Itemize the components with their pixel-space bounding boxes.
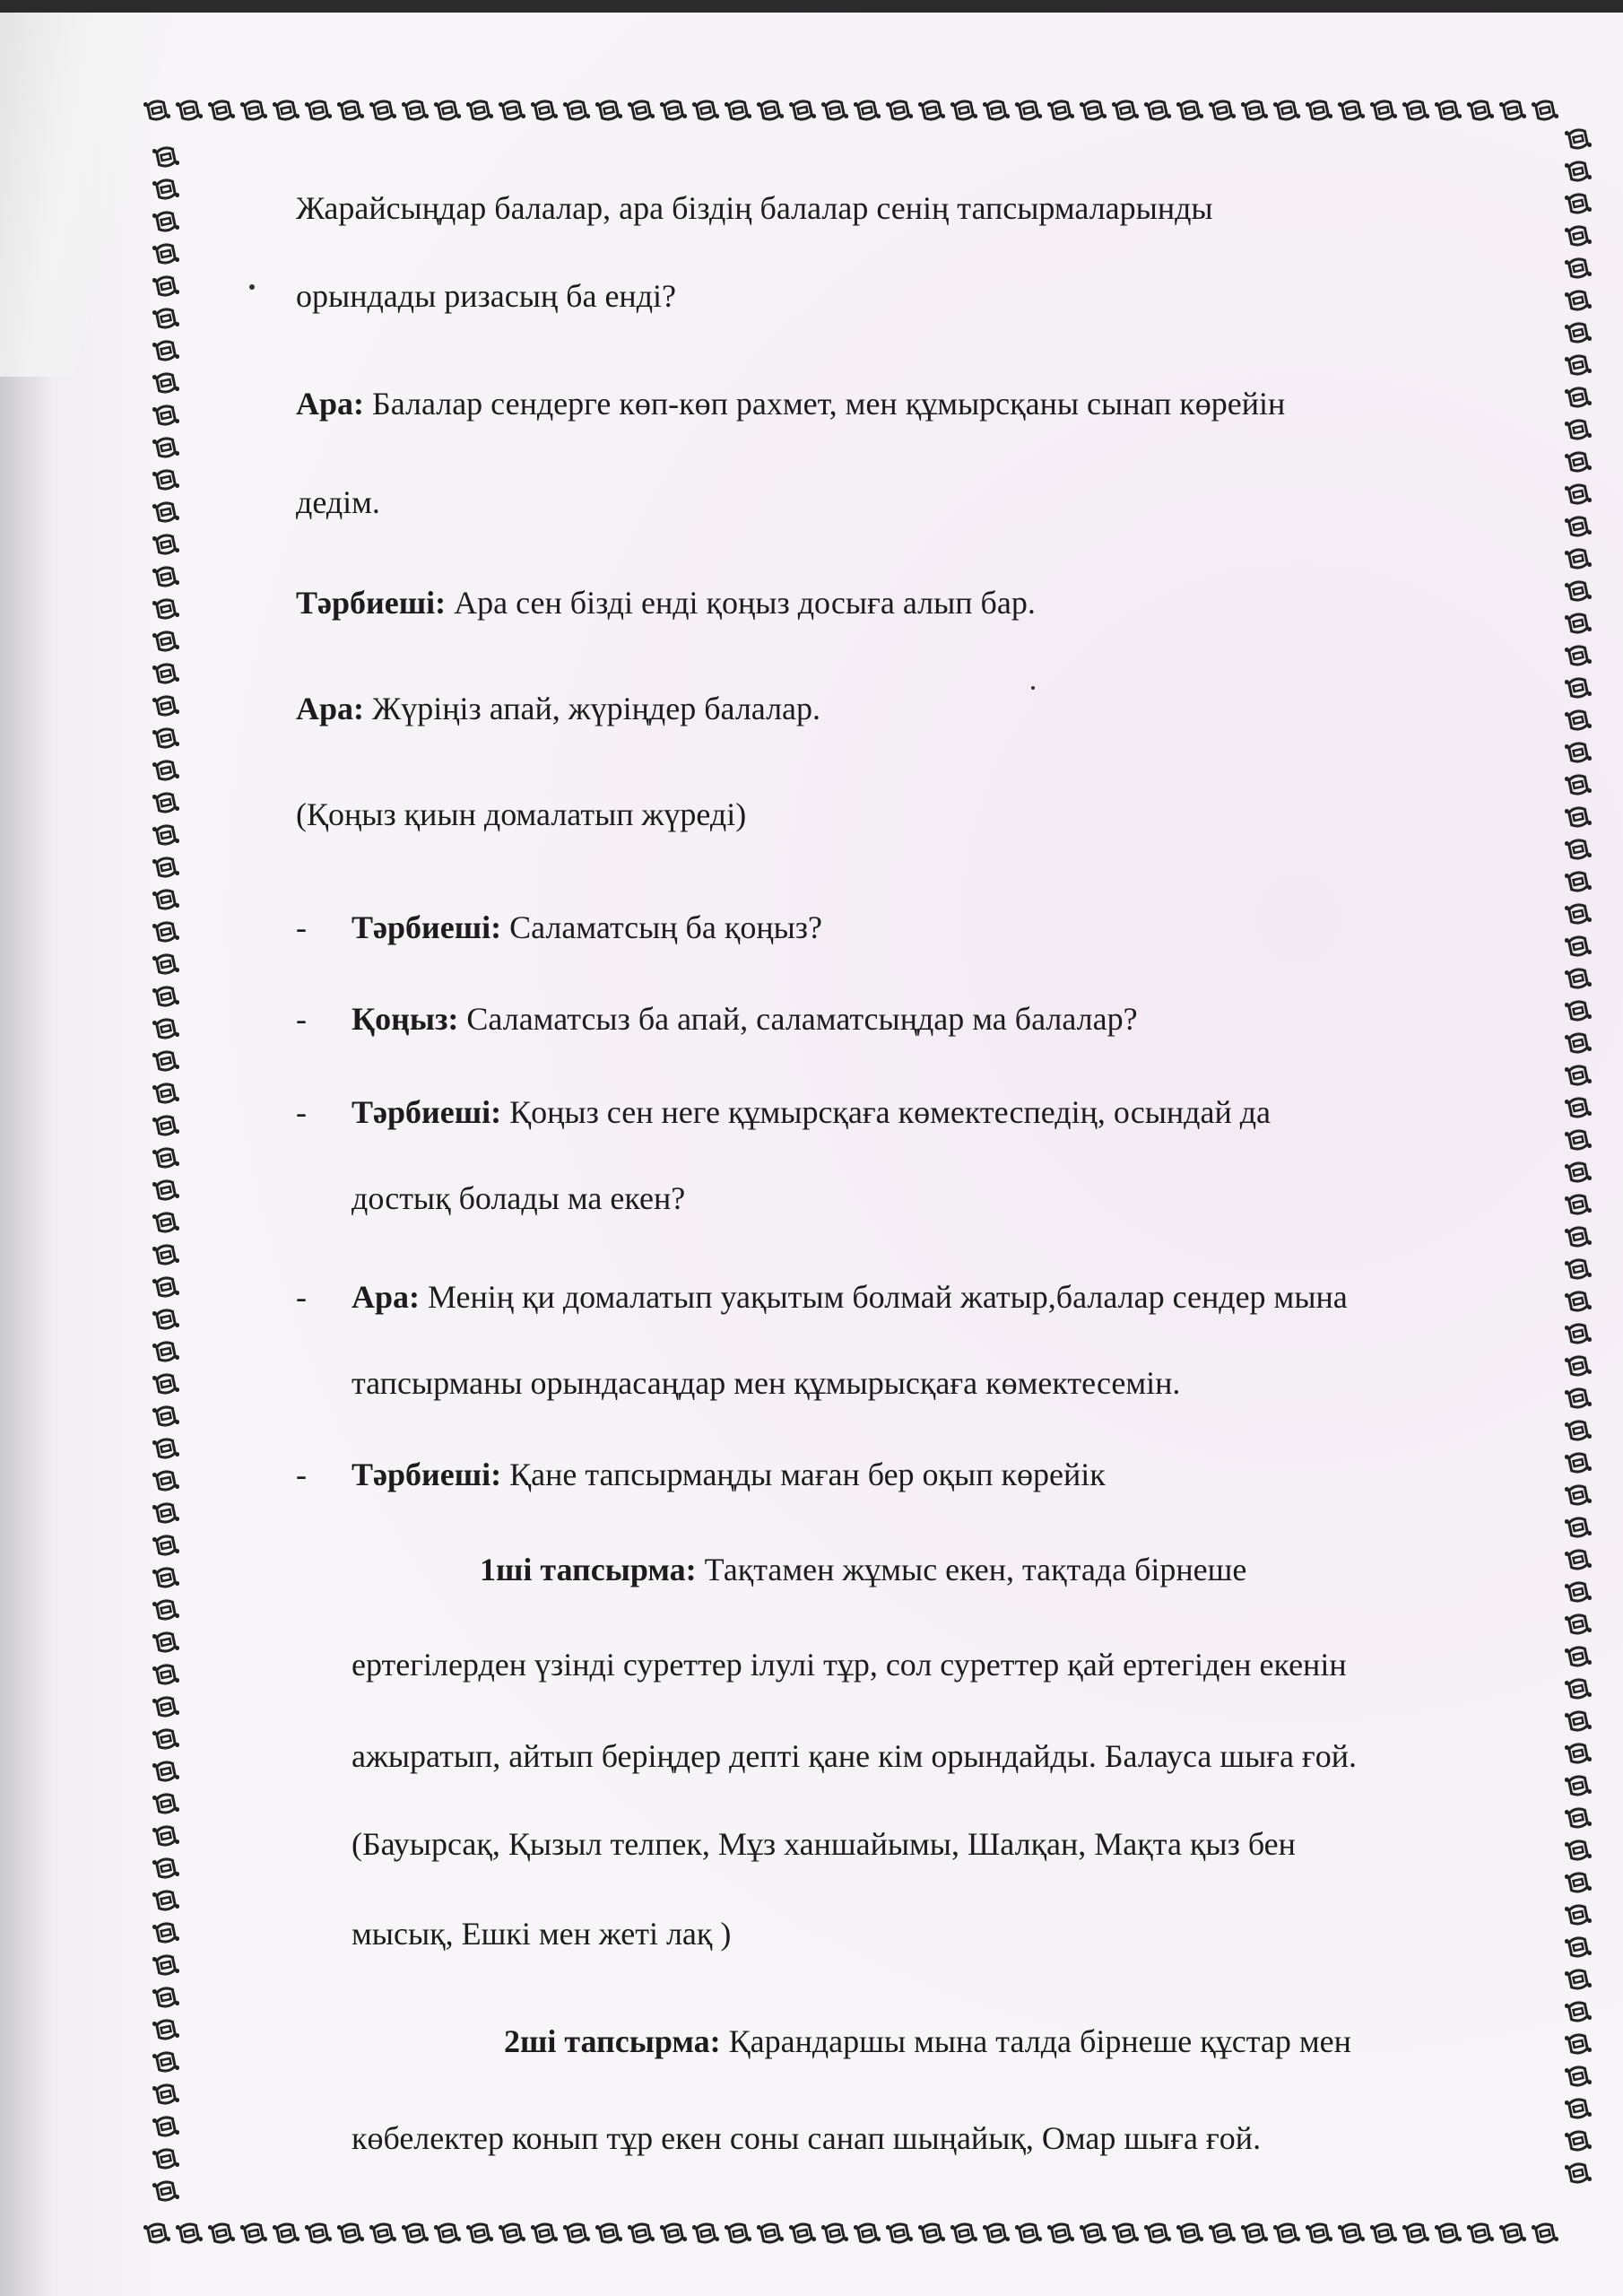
scan-speck (249, 284, 255, 290)
ornament-motif (1141, 97, 1174, 124)
text-line: ажыратып, айтып беріңдер депті қане кім орындайды. Балауса шыға ғой. (352, 1738, 1358, 1774)
ornament-motif (152, 1465, 179, 1497)
text-line: мысық, Ешкі мен жеті лақ ) (352, 1916, 732, 1952)
stage-direction: (Қоңыз қиын домалатып жүреді) (296, 796, 747, 832)
ornament-motif (152, 1497, 179, 1529)
ornament-motif (1529, 97, 1561, 124)
ornament-motif (916, 2220, 948, 2247)
ornament-motif (152, 1949, 179, 1981)
ornament-motif (1565, 446, 1592, 478)
ornament-motif (238, 97, 270, 124)
ornament-motif (334, 97, 367, 124)
text-line: (Бауырсақ, Қызыл телпек, Мұз ханшайымы, Шалқан, Мақта қыз бен (352, 1826, 1296, 1862)
ornament-motif (152, 787, 179, 819)
ornament-motif (152, 335, 179, 367)
ornament-motif (1565, 478, 1592, 510)
ornament-motif (560, 2220, 593, 2247)
ornament-motif (152, 431, 179, 464)
ornament-motif (916, 97, 948, 124)
dialogue-continuation: достық болады ма екен? (352, 1180, 686, 1216)
ornament-motif (1303, 97, 1335, 124)
text-line: ертегілерден үзінді суреттер ілулі тұр, сол суреттер қай ертегіден екенін (352, 1647, 1347, 1683)
ornament-motif (1238, 2220, 1271, 2247)
text-line: Жарайсыңдар балалар, ара біздің балалар сенің тапсырмаларынды (296, 190, 1213, 226)
ornament-motif (1565, 2125, 1592, 2157)
ornament-motif (1565, 1802, 1592, 1834)
ornament-motif (152, 1820, 179, 1852)
ornament-motif (152, 851, 179, 883)
task-label: 1ші тапсырма: (480, 1552, 697, 1587)
ornament-motif (560, 97, 593, 124)
ornament-motif (1565, 704, 1592, 736)
ornament-motif (1271, 97, 1303, 124)
ornament-motif (1565, 413, 1592, 446)
ornament-motif (1529, 2220, 1561, 2247)
ornament-motif (883, 97, 916, 124)
ornament-motif (1464, 97, 1497, 124)
ornament-motif (1565, 930, 1592, 962)
ornament-motif (152, 173, 179, 205)
ornament-motif (152, 1723, 179, 1755)
ornament-motif (819, 97, 851, 124)
text-line: көбелектер конып тұр екен соны санап шыңайық, Омар шыға ғой. (352, 2120, 1262, 2156)
ornament-motif (1565, 2157, 1592, 2189)
ornament-motif (786, 2220, 819, 2247)
ornament-motif (980, 2220, 1012, 2247)
ornament-motif (528, 97, 560, 124)
speaker-label: Қоңыз: (352, 1001, 459, 1037)
ornament-motif (1335, 97, 1367, 124)
ornament-motif (152, 2143, 179, 2175)
ornament-motif (1565, 1996, 1592, 2028)
ornament-motif (152, 1142, 179, 1174)
ornament-motif (1565, 1221, 1592, 1253)
ornament-motif (1565, 1318, 1592, 1350)
ornament-motif (152, 2175, 179, 2207)
ornament-motif (152, 1271, 179, 1303)
ornament-motif (367, 97, 399, 124)
ornament-motif (1565, 1447, 1592, 1479)
ornament-motif (1045, 2220, 1077, 2247)
ornament-motif (152, 1884, 179, 1917)
ornament-motif (1077, 2220, 1109, 2247)
ornament-motif (1206, 2220, 1238, 2247)
ornament-border-left (152, 144, 179, 2215)
ornament-motif (1565, 1027, 1592, 1059)
dialogue-continuation: тапсырманы орындасаңдар мен құмырысқаға көмектесемін. (352, 1365, 1181, 1401)
ornament-motif (152, 1206, 179, 1239)
ornament-motif (1565, 1511, 1592, 1544)
ornament-motif (1565, 1059, 1592, 1091)
speaker-label: Ара: (352, 1279, 421, 1315)
ornament-motif (1174, 2220, 1206, 2247)
ornament-motif (528, 2220, 560, 2247)
ornament-motif (722, 97, 754, 124)
ornament-motif (152, 754, 179, 787)
speech-line: Тәрбиеші: Ара сен бізді енді қоңыз досыға алып бар. (296, 585, 1036, 621)
dialogue-item: Қоңыз: Саламатсыз ба апай, саламатсыңдар ма балалар? (352, 1001, 1138, 1037)
ornament-motif (1565, 833, 1592, 865)
ornament-motif (1497, 97, 1529, 124)
ornament-motif (152, 980, 179, 1013)
ornament-motif (657, 97, 690, 124)
ornament-motif (152, 1239, 179, 1271)
speaker-label: Тәрбиеші: (352, 909, 502, 945)
ornament-motif (1565, 543, 1592, 575)
ornament-motif (173, 97, 205, 124)
ornament-motif (152, 238, 179, 270)
ornament-motif (152, 690, 179, 722)
ornament-motif (496, 97, 528, 124)
ornament-motif (1565, 1544, 1592, 1576)
ornament-motif (143, 2220, 173, 2247)
ornament-motif (1565, 769, 1592, 801)
ornament-motif (690, 2220, 722, 2247)
ornament-motif (1565, 1866, 1592, 1899)
ornament-motif (980, 97, 1012, 124)
ornament-motif (1497, 2220, 1529, 2247)
ornament-motif (152, 399, 179, 431)
speaker-label: Тәрбиеші: (352, 1457, 502, 1492)
list-dash: - (296, 1001, 307, 1037)
ornament-motif (152, 2046, 179, 2078)
ornament-motif (152, 270, 179, 302)
ornament-motif (152, 948, 179, 980)
ornament-motif (722, 2220, 754, 2247)
ornament-motif (593, 2220, 625, 2247)
ornament-motif (1109, 97, 1141, 124)
ornament-motif (1565, 995, 1592, 1027)
ornament-motif (754, 97, 786, 124)
ornament-motif (367, 2220, 399, 2247)
ornament-motif (152, 1561, 179, 1594)
ornament-motif (1565, 1737, 1592, 1770)
ornament-motif (1565, 2092, 1592, 2125)
ornament-motif (1565, 349, 1592, 381)
ornament-motif (593, 97, 625, 124)
ornament-border-top (143, 97, 1569, 124)
ornament-motif (690, 97, 722, 124)
ornament-motif (1012, 2220, 1045, 2247)
speech-line: Ара: Балалар сендерге көп-көп рахмет, мен құмырсқаны сынап көрейін (296, 386, 1286, 422)
ornament-motif (1565, 1382, 1592, 1414)
ornament-motif (152, 1917, 179, 1949)
ornament-motif (152, 1529, 179, 1561)
ornament-motif (152, 1432, 179, 1465)
ornament-motif (205, 2220, 238, 2247)
ornament-motif (270, 97, 302, 124)
list-dash: - (296, 1094, 307, 1130)
ornament-motif (883, 2220, 916, 2247)
ornament-motif (152, 916, 179, 948)
task-heading: 2ші тапсырма: Қарандаршы мына талда бірнеше құстар мен (504, 2023, 1351, 2059)
ornament-motif (1077, 97, 1109, 124)
ornament-motif (1367, 97, 1400, 124)
scan-speck (1031, 686, 1035, 690)
ornament-motif (152, 1368, 179, 1400)
ornament-motif (143, 97, 173, 124)
ornament-motif (1045, 97, 1077, 124)
ornament-motif (1206, 97, 1238, 124)
ornament-motif (152, 367, 179, 399)
ornament-motif (431, 2220, 464, 2247)
task-heading: 1ші тапсырма: Тақтамен жұмыс екен, тақтада бірнеше (480, 1552, 1247, 1587)
ornament-motif (152, 1109, 179, 1142)
ornament-motif (1565, 1705, 1592, 1737)
ornament-motif (1565, 2028, 1592, 2060)
ornament-motif (1565, 1124, 1592, 1156)
ornament-motif (1565, 1673, 1592, 1705)
list-dash: - (296, 1279, 307, 1315)
ornament-motif (152, 1077, 179, 1109)
ornament-motif (851, 2220, 883, 2247)
text-line: орындады ризасың ба енді? (296, 278, 676, 314)
ornament-motif (464, 2220, 496, 2247)
ornament-border-right (1565, 126, 1592, 2215)
ornament-motif (1432, 2220, 1464, 2247)
ornament-motif (152, 528, 179, 561)
ornament-motif (1565, 607, 1592, 639)
ornament-motif (152, 2078, 179, 2110)
ornament-motif (152, 496, 179, 528)
ornament-motif (152, 1013, 179, 1045)
ornament-motif (152, 205, 179, 238)
ornament-motif (948, 2220, 980, 2247)
ornament-motif (1565, 155, 1592, 187)
ornament-motif (1565, 575, 1592, 607)
ornament-motif (152, 1755, 179, 1787)
ornament-motif (1565, 252, 1592, 284)
ornament-motif (152, 302, 179, 335)
dialogue-item: Тәрбиеші: Саламатсың ба қоңыз? (352, 909, 822, 945)
speaker-label: Тәрбиеші: (352, 1094, 502, 1130)
ornament-motif (152, 561, 179, 593)
dialogue-item: Ара: Менің қи домалатып уақытым болмай жатыр,балалар сендер мына (352, 1279, 1348, 1315)
ornament-motif (1367, 2220, 1400, 2247)
ornament-motif (625, 97, 657, 124)
ornament-motif (152, 1335, 179, 1368)
ornament-motif (948, 97, 980, 124)
ornament-motif (1565, 510, 1592, 543)
ornament-motif (152, 464, 179, 496)
ornament-motif (152, 1658, 179, 1691)
ornament-motif (1565, 1899, 1592, 1931)
ornament-motif (851, 97, 883, 124)
ornament-motif (399, 2220, 431, 2247)
ornament-motif (1565, 865, 1592, 898)
ornament-motif (152, 1691, 179, 1723)
ornament-motif (1565, 1931, 1592, 1963)
ornament-motif (1565, 898, 1592, 930)
speaker-label: Тәрбиеші: (296, 585, 447, 621)
ornament-motif (1141, 2220, 1174, 2247)
ornament-motif (152, 819, 179, 851)
ornament-motif (1565, 284, 1592, 317)
ornament-motif (152, 1303, 179, 1335)
ornament-motif (1565, 1414, 1592, 1447)
ornament-motif (152, 593, 179, 625)
ornament-motif (1303, 2220, 1335, 2247)
ornament-motif (496, 2220, 528, 2247)
text-line: дедім. (296, 484, 380, 520)
ornament-motif (152, 657, 179, 690)
list-dash: - (296, 909, 307, 945)
ornament-motif (173, 2220, 205, 2247)
ornament-motif (1271, 2220, 1303, 2247)
ornament-motif (152, 1852, 179, 1884)
ornament-motif (1238, 97, 1271, 124)
ornament-motif (302, 97, 334, 124)
ornament-motif (1109, 2220, 1141, 2247)
ornament-motif (152, 144, 179, 173)
ornament-motif (152, 1626, 179, 1658)
ornament-motif (1565, 1608, 1592, 1640)
ornament-motif (270, 2220, 302, 2247)
ornament-motif (1565, 801, 1592, 833)
ornament-motif (1565, 1770, 1592, 1802)
ornament-motif (1565, 1091, 1592, 1124)
ornament-motif (786, 97, 819, 124)
ornament-motif (1012, 97, 1045, 124)
ornament-motif (152, 722, 179, 754)
ornament-motif (1565, 1156, 1592, 1188)
speaker-label: Ара: (296, 691, 365, 726)
ornament-motif (1565, 1253, 1592, 1285)
ornament-motif (1565, 639, 1592, 672)
speaker-label: Ара: (296, 386, 365, 422)
dialogue-item: Тәрбиеші: Қане тапсырмаңды маған бер оқып көрейік (352, 1457, 1106, 1492)
ornament-motif (431, 97, 464, 124)
ornament-motif (1565, 1576, 1592, 1608)
ornament-motif (754, 2220, 786, 2247)
ornament-motif (152, 1787, 179, 1820)
ornament-motif (625, 2220, 657, 2247)
ornament-motif (152, 2110, 179, 2143)
ornament-motif (1565, 672, 1592, 704)
ornament-motif (1335, 2220, 1367, 2247)
ornament-motif (238, 2220, 270, 2247)
ornament-motif (657, 2220, 690, 2247)
ornament-motif (152, 1400, 179, 1432)
ornament-motif (1400, 2220, 1432, 2247)
ornament-motif (1565, 736, 1592, 769)
ornament-motif (1565, 1188, 1592, 1221)
ornament-motif (1174, 97, 1206, 124)
ornament-motif (819, 2220, 851, 2247)
ornament-motif (1565, 962, 1592, 995)
scan-top-edge (0, 0, 1623, 13)
ornament-motif (334, 2220, 367, 2247)
ornament-motif (1565, 1640, 1592, 1673)
ornament-motif (1565, 317, 1592, 349)
ornament-motif (152, 1174, 179, 1206)
ornament-motif (205, 97, 238, 124)
ornament-motif (1565, 187, 1592, 220)
ornament-motif (152, 883, 179, 916)
ornament-motif (1565, 1285, 1592, 1318)
ornament-motif (1565, 381, 1592, 413)
ornament-motif (1565, 2060, 1592, 2092)
ornament-motif (152, 2013, 179, 2046)
ornament-motif (152, 1594, 179, 1626)
ornament-motif (152, 1045, 179, 1077)
ornament-motif (464, 97, 496, 124)
ornament-motif (1432, 97, 1464, 124)
ornament-motif (1565, 1479, 1592, 1511)
ornament-motif (1464, 2220, 1497, 2247)
dialogue-item: Тәрбиеші: Қоңыз сен неге құмырсқаға көмектеспедің, осындай да (352, 1094, 1271, 1130)
ornament-motif (1565, 126, 1592, 155)
ornament-motif (1565, 1834, 1592, 1866)
ornament-motif (302, 2220, 334, 2247)
speech-line: Ара: Жүріңіз апай, жүріңдер балалар. (296, 691, 821, 726)
ornament-motif (1565, 220, 1592, 252)
ornament-motif (152, 1981, 179, 2013)
ornament-motif (1565, 1963, 1592, 1996)
task-label: 2ші тапсырма: (504, 2023, 721, 2059)
ornament-motif (1400, 97, 1432, 124)
ornament-motif (399, 97, 431, 124)
list-dash: - (296, 1457, 307, 1492)
ornament-motif (1565, 1350, 1592, 1382)
ornament-motif (152, 625, 179, 657)
ornament-border-bottom (143, 2220, 1578, 2247)
